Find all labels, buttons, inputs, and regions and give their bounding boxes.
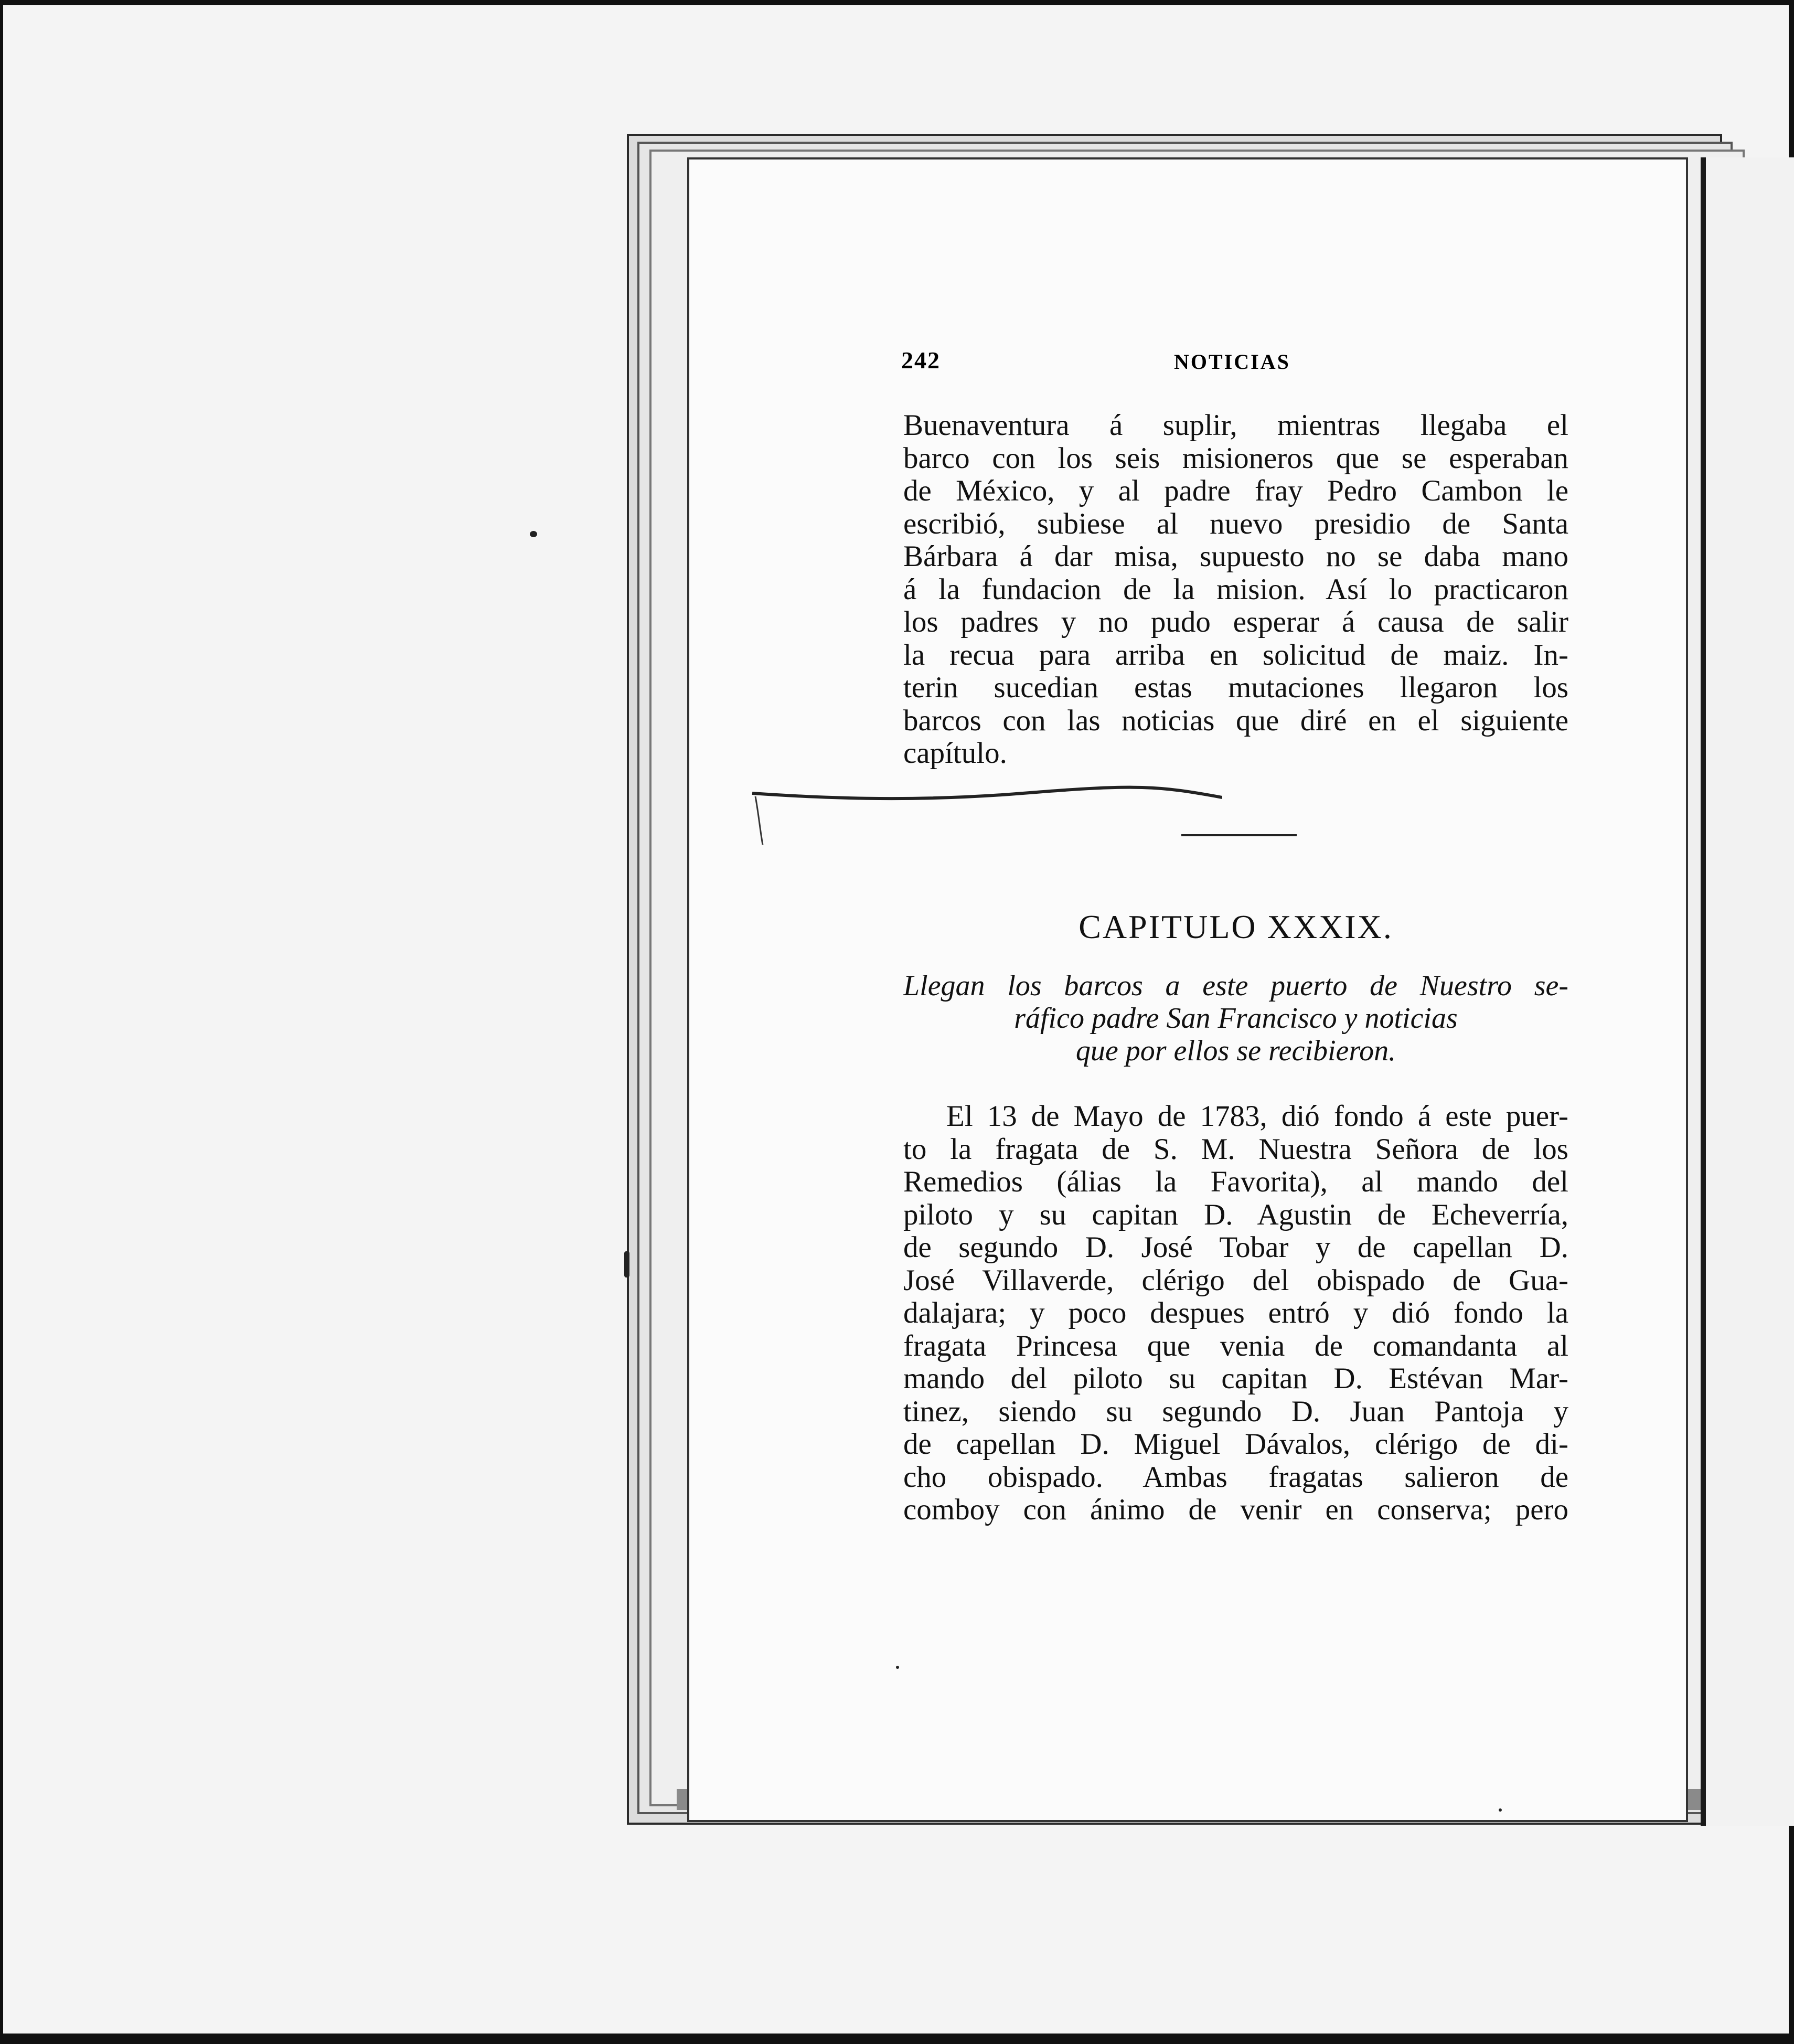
text-line: á la fundacion de la mision. Así lo practicaron (903, 573, 1568, 606)
text-line: de capellan D. Miguel Dávalos, clérigo de di- (903, 1428, 1568, 1461)
text-line: terin sucedian estas mutaciones llegaron los (903, 672, 1568, 704)
text-line: dalajara; y poco despues entró y dió fondo la (903, 1297, 1568, 1329)
chapter-summary (903, 970, 1568, 1067)
pen-stroke-mark (750, 782, 1222, 855)
text-line: cho obispado. Ambas fragatas salieron de (903, 1461, 1568, 1494)
dust-speck (624, 1251, 629, 1278)
summary-line: que por ellos se recibieron. (1075, 1035, 1396, 1067)
text-line: Remedios (álias la Favorita), al mando del (903, 1166, 1568, 1198)
scan-border-bottom (0, 2034, 1794, 2044)
summary-line: ráfico padre San Francisco y noticias (1014, 1002, 1458, 1035)
dust-speck (896, 1666, 899, 1669)
running-title: NOTICIAS (1174, 350, 1290, 374)
text-line: Buenaventura á suplir, mientras llegaba el (903, 409, 1568, 442)
text-line: escribió, subiese al nuevo presidio de Santa (903, 507, 1568, 540)
text-line: de México, y al padre fray Pedro Cambon le (903, 475, 1568, 507)
text-line: to la fragata de S. M. Nuestra Señora de los (903, 1133, 1568, 1166)
chapter-paragraph (903, 1100, 1568, 1527)
text-line: Bárbara á dar misa, supuesto no se daba mano (903, 540, 1568, 573)
running-head (901, 346, 1583, 383)
summary-line: Llegan los barcos a este puerto de Nuestro se- (903, 970, 1568, 1002)
text-line: piloto y su capitan D. Agustin de Echeverría, (903, 1198, 1568, 1231)
facing-page-edge (1701, 157, 1794, 1826)
page-number: 242 (901, 347, 941, 374)
text-line: mando del piloto su capitan D. Estévan Mar- (903, 1362, 1568, 1395)
text-line: los padres y no pudo esperar á causa de salir (903, 606, 1568, 638)
text-line: José Villaverde, clérigo del obispado de Gua- (903, 1264, 1568, 1297)
text-line: El 13 de Mayo de 1783, dió fondo á este puer- (946, 1100, 1568, 1133)
text-line: tinez, siendo su segundo D. Juan Pantoja y (903, 1395, 1568, 1428)
scan-border-top (0, 0, 1794, 5)
text-line: de segundo D. José Tobar y de capellan D. (903, 1231, 1568, 1264)
text-line: barco con los seis misioneros que se esperaban (903, 442, 1568, 475)
chapter-title: CAPITULO XXXIX. (1078, 908, 1393, 945)
section-rule (1181, 834, 1297, 836)
text-line: fragata Princesa que venia de comandanta al (903, 1329, 1568, 1362)
scan-border-left (0, 0, 3, 2044)
dust-speck (1499, 1808, 1502, 1812)
text-line: comboy con ánimo de venir en conserva; pero (903, 1494, 1568, 1526)
paragraph-continuation (903, 409, 1568, 770)
text-line: capítulo. (903, 737, 1007, 770)
text-line: la recua para arriba en solicitud de maiz. In- (903, 638, 1568, 672)
dust-speck (530, 531, 537, 537)
text-line: barcos con las noticias que diré en el siguiente (903, 704, 1568, 737)
